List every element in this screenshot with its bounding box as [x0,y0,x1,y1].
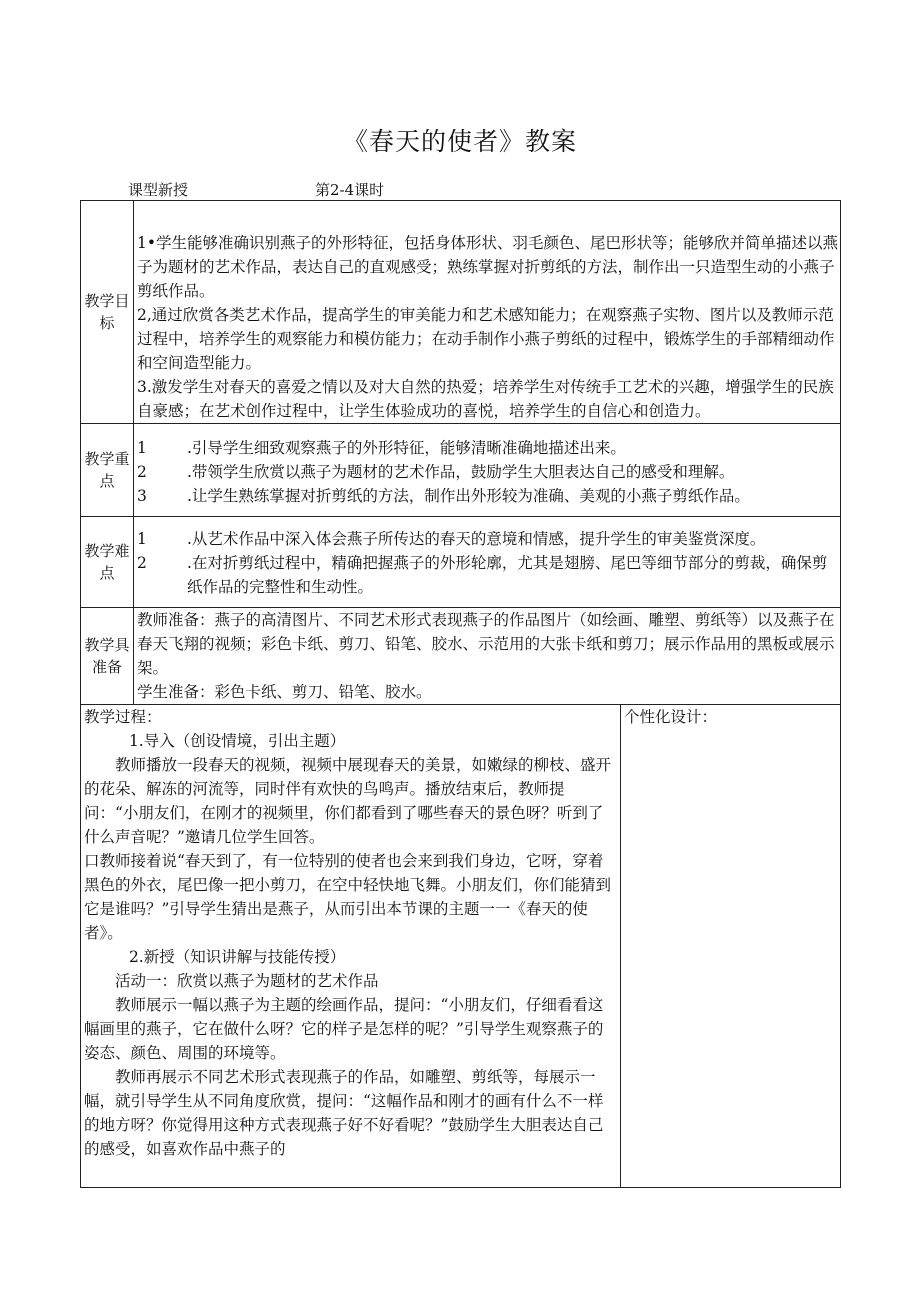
key-point-text: .让学生熟练掌握对折剪纸的方法，制作出外形较为准确、美观的小燕子剪纸作品。 [187,487,750,505]
difficulty-text: .从艺术作品中深入体会燕子所传达的春天的意境和情感，提升学生的审美鉴赏深度。 [187,530,766,548]
row-key-points [81,424,841,517]
difficulty-number: 2 [137,554,147,572]
process-content [81,705,621,1188]
goal-2: 2,通过欣赏各类艺术作品，提高学生的审美能力和艺术感知能力；在观察燕子实物、图片以及教师示范过程中，培养学生的观察能力和模仿能力；在动手制作小燕子剪纸的过程中，锻炼学生的手部精细动作和空间造型能力。 [137,306,835,372]
goals-content [134,201,841,424]
row-difficulties [81,517,841,608]
label-goals: 教学目标 [81,201,134,424]
key-point-2 [137,460,838,484]
goal-3: 3.激发学生对春天的喜爱之情以及对大自然的热爱；培养学生对传统手工艺术的兴趣，增强学生的民族自豪感；在艺术创作过程中，让学生体验成功的喜悦，培养学生的自信心和创造力。 [137,378,834,420]
label-difficulties: 教学难点 [81,517,134,608]
page-title: 《春天的使者》教案 [342,127,577,156]
activity-paragraph-1: 教师展示一幅以燕子为主题的绘画作品，提问：“小朋友们，仔细看看这幅画里的燕子，它在做什么呀？它的样子是怎样的呢？”引导学生观察燕子的姿态、颜色、周围的环境等。 [84,996,604,1062]
personalized-design [621,705,841,1188]
intro-paragraph-1: 教师播放一段春天的视频，视频中展现春天的美景，如嫩绿的柳枝、盛开的花朵、解冻的河流等，同时伴有欢快的鸟鸣声。播放结束后，教师提问：“小朋友们，在刚才的视频里，你们都看到了哪些春天的景色呀？听到了什么声音呢？”邀请几位学生回答。 [84,756,612,846]
personalized-design-heading: 个性化设计： [624,708,718,726]
key-point-1 [137,436,838,460]
key-point-text: .引导学生细致观察燕子的外形特征，能够清晰准确地描述出来。 [187,439,626,457]
difficulty-2 [137,551,838,599]
row-goals [81,201,841,424]
student-prep: 学生准备：彩色卡纸、剪刀、铅笔、胶水。 [137,683,432,701]
goal-1: 1•学生能够准确识别燕子的外形特征，包括身体形状、羽毛颜色、尾巴形状等；能够欣并简单描述以燕子为题材的艺术作品，表达自己的直观感受；熟练掌握对折剪纸的方法，制作出一只造型生动的小燕子剪纸作品。 [137,234,839,300]
key-point-number: 2 [137,463,147,481]
prep-content [134,608,841,705]
key-point-number: 1 [137,439,147,457]
label-prep: 教学具准备 [81,608,134,705]
difficulty-number: 1 [137,530,147,548]
class-period: 第2-4课时 [315,181,385,199]
activity-paragraph-2: 教师再展示不同艺术形式表现燕子的作品，如雕塑、剪纸等，每展示一幅，就引导学生从不同角度欣赏，提问：“这幅作品和刚才的画有什么不一样的地方呀？你觉得用这种方式表现燕子好不好看呢？”鼓励学生大胆表达自己的感受，如喜欢作品中燕子的 [84,1068,604,1158]
row-prep [81,608,841,705]
label-key-points: 教学重点 [81,424,134,517]
teacher-prep: 教师准备：燕子的高清图片、不同艺术形式表现燕子的作品图片（如绘画、雕塑、剪纸等）以及燕子在春天飞翔的视频；彩色卡纸、剪刀、铅笔、胶水、示范用的大张卡纸和剪刀；展示作品用的黑板或展示架。 [137,611,835,677]
intro-paragraph-2: 口教师接着说“春天到了，有一位特别的使者也会来到我们身边，它呀，穿着黑色的外衣，尾巴像一把小剪刀，在空中轻快地飞舞。小朋友们，你们能猜到它是谁吗？”引导学生猜出是燕子，从而引出本节课的主题一一《春天的使者》。 [84,852,612,942]
row-process [81,705,841,1188]
lesson-plan-table [80,200,841,1188]
difficulty-text: .在对折剪纸过程中，精确把握燕子的外形轮廓，尤其是翅膀、尾巴等细节部分的剪裁，确保剪纸作品的完整性和生动性。 [187,554,828,596]
difficulties-content [134,517,841,608]
activity-1-title: 活动一：欣赏以燕子为题材的艺术作品 [115,972,379,990]
process-heading: 教学过程： [84,708,162,726]
course-type: 课型新授 [128,181,189,199]
key-point-text: .带领学生欣赏以燕子为题材的艺术作品，鼓励学生大胆表达自己的感受和理解。 [187,463,735,481]
new-lesson-title: 2.新授（知识讲解与技能传授） [128,948,346,966]
key-point-number: 3 [137,487,147,505]
intro-title: 1.导入（创设情境，引出主题） [128,732,346,750]
difficulty-1 [137,527,838,551]
key-point-3 [137,484,838,508]
key-points-content [134,424,841,517]
